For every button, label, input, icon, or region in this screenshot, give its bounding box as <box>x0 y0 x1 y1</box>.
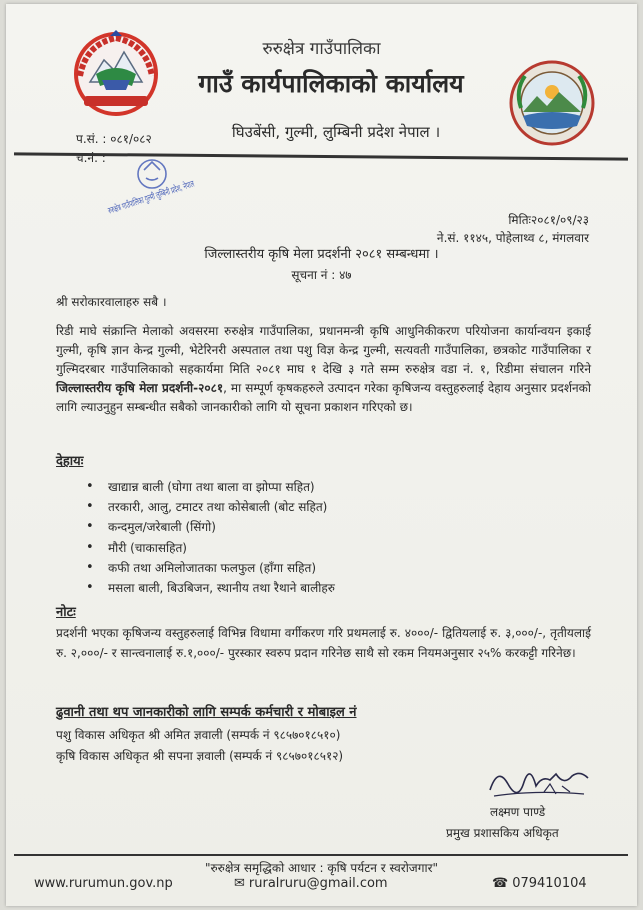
phone-contact[interactable] <box>492 876 587 891</box>
municipality-name: रुरुक्षेत्र गाउँपालिका <box>262 39 381 59</box>
contact-heading: ढुवानी तथा थप जानकारीको लागि सम्पर्क कर्मचारी र मोबाइल नं <box>56 705 357 720</box>
event-name-highlight: जिल्लास्तरीय कृषि मेला प्रदर्शनी-२०८१ <box>56 381 224 395</box>
email-text: ruralruru@gmail.com <box>248 876 388 891</box>
list-item: • तरकारी, आलु, टमाटर तथा कोसेबाली (बोट सहित) <box>86 497 335 517</box>
contact-line-amit: पशु विकास अधिकृत श्री अमित ज्ञवाली (सम्पर्क नं ९८५७०१८५१०) <box>56 728 341 742</box>
office-stamp <box>104 152 255 242</box>
office-title: गाउँ कार्यपालिकाको कार्यालय <box>198 69 464 98</box>
contact-line-sapana: कृषि विकास अधिकृत श्री सपना ज्ञवाली (सम्पर्क नं ९८५७०१८५१२) <box>56 749 344 763</box>
dehaya-heading: देहायः <box>56 454 84 469</box>
date-nepal-sambat: ने.सं. ११४५, पोहेलाथ्व ८, मंगलवार <box>436 231 589 245</box>
list-item: • खाद्यान्न बाली (घोगा तथा बाला वा झोप्पा सहित) <box>86 477 335 497</box>
list-item: • कफी तथा अमिलोजातका फलफुल (हाँगा सहित) <box>86 558 335 578</box>
list-item: • मौरी (चाकासहित) <box>86 538 335 558</box>
footer-divider <box>14 854 628 856</box>
municipality-logo <box>509 60 595 146</box>
handwritten-signature <box>484 756 594 806</box>
note-paragraph: प्रदर्शनी भएका कृषिजन्य वस्तुहरुलाई विभिन्न विधामा वर्गीकरण गरि प्रथमलाई रु. ४०००/- द्वितियलाई रु. ३,०००/-, तृतीयलाई रु. २,०००/- र सान्त्वनालाई रु.१,०००/- पुरस्कार स्वरुप प्रदान गरिनेछ साथै सो रकम नियमअनुसार २५% करकट्टी गरिनेछ। <box>56 626 591 660</box>
notice-number: सूचना नं : ४७ <box>291 268 352 282</box>
body-text-part2: , मा सम्पूर्ण कृषकहरुले उत्पादन गरेका कृषिजन्य वस्तुहरुलाई देहाय अनुसार प्रदर्शनको लागि ल्याउनुहुन सम्बन्धीत सबैको जानकारीको लागि यो सूचना प्रकाशन गरिएको छ। <box>56 381 591 414</box>
fiscal-year-ref: प.सं. : ०८१/०८२ <box>76 132 152 146</box>
salutation: श्री सरोकारवालाहरु सबै । <box>56 295 167 309</box>
exhibit-category-list <box>56 477 335 598</box>
phone-text: 079410104 <box>512 876 587 891</box>
note-heading: नोटः <box>56 605 76 620</box>
body-paragraph <box>56 322 591 417</box>
footer-slogan: "रुरुक्षेत्र समृद्धिको आधार : कृषि पर्यटन र स्वरोजगार" <box>204 861 439 875</box>
dispatch-number: च.नं. : <box>76 151 106 165</box>
list-item: • मसला बाली, बिउबिजन, स्थानीय तथा रैथाने बालीहरु <box>86 578 335 598</box>
date-bs: मितिः२०८१/०९/२३ <box>508 213 589 227</box>
signer-name: लक्ष्मण पाण्डे <box>490 805 546 819</box>
phone-icon: ☎ <box>492 876 509 891</box>
list-item: • कन्दमुल/जरेबाली (सिंगो) <box>86 517 335 537</box>
envelope-icon: ✉ <box>234 876 245 891</box>
body-text-part1: रिडी माघे संक्रान्ति मेलाको अवसरमा रुरुक्षेत्र गाउँपालिका, प्रधानमन्त्री कृषि आधुनिकीकरण परियोजना कार्यान्वयन इकाई गुल्मी, कृषि ज्ञान केन्द्र गुल्मी, भेटेरिनरी अस्पताल तथा पशु विज्ञ केन्द्र गुल्मी, सत्यवती गाउँपालिका, छत्रकोट गाउँपालिका र गुल्मिदरबार गाउँपालिकाको सहकार्यमा मिति २०८१ माघ १ देखि ३ गते सम्म रुरुक्षेत्र वडा नं. १, रिडीमा संचालन गरिने <box>56 324 591 376</box>
signer-title: प्रमुख प्रशासकिय अधिकृत <box>446 826 559 840</box>
letter-sheet <box>6 4 637 906</box>
email-contact[interactable] <box>234 876 388 891</box>
stamp-text: रुरुक्षेत्र गाउँपालिका गुल्मी लुम्बिनी प्रदेश, नेपाल <box>107 160 255 217</box>
office-address: घिउबेंसी, गुल्मी, लुम्बिनी प्रदेश नेपाल । <box>231 123 441 141</box>
website-link[interactable]: www.rurumun.gov.np <box>34 876 173 891</box>
letter-subject: जिल्लास्तरीय कृषि मेला प्रदर्शनी २०८१ सम्बन्धमा । <box>204 247 439 262</box>
